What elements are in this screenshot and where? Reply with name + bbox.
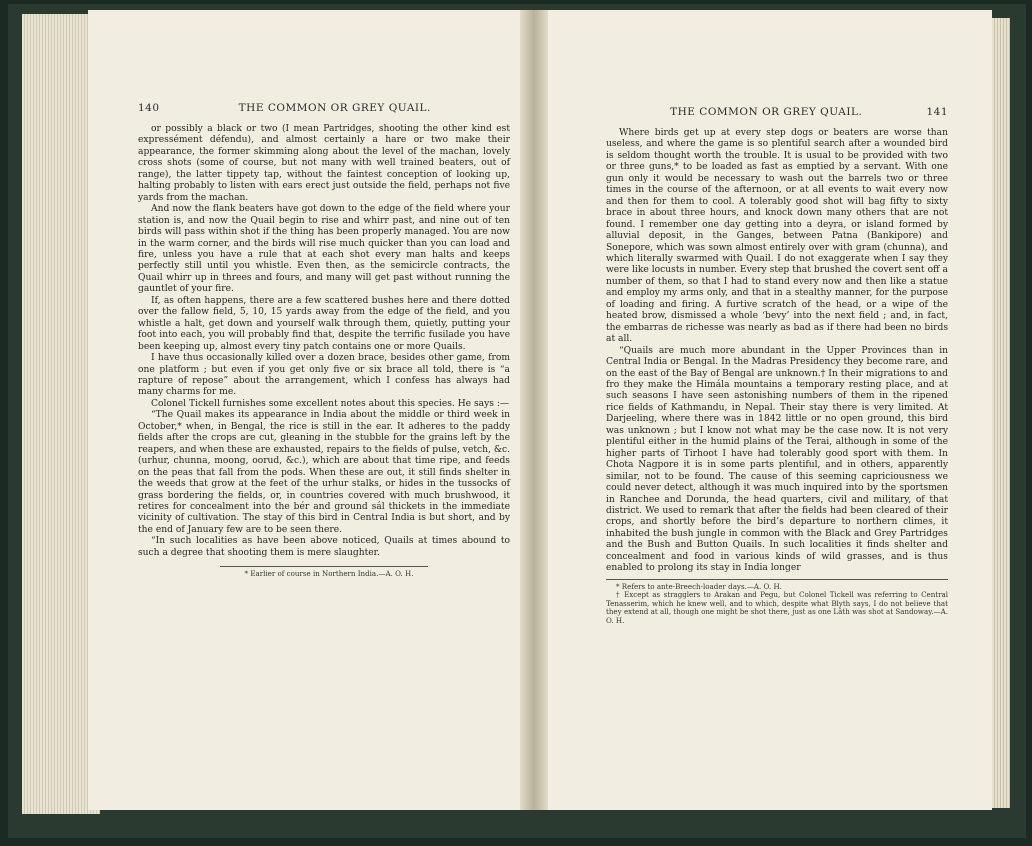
- left-footnotes: [138, 570, 510, 579]
- paragraph: And now the flank beaters have got down to the edge of the field where your station is, and now the Quail begin to rise and whirr past, and nine out of ten birds will pass within shot if the thing has been properly managed. You are now in the warm corner, and the birds will rise much quicker than you can load and fire, unless you have a rule that at each shot every man halts and keeps perfectly still until you whistle. Even then, as the semicircle contracts, the Quail whirr up in threes and fours, and many will get past without running the gauntlet of your fire.: [138, 204, 510, 295]
- right-body-text: [606, 128, 948, 575]
- paragraph: “Quails are much more abundant in the Upper Provinces than in Central India or Bengal. In the Madras Presidency they become rare, and on the east of the Bay of Bengal are unknown.† In their migrations to and fro they make the Himála mountains a temporary resting place, and at such seasons I have seen astonishing numbers of them in the ripened rice fields of Kathmandu, in Nepal. Their stay there is very limited. At Darjeeling, where there was in 1842 little or no open ground, this bird was unknown ; but I know not what may be the case now. It is not very plentiful either in the humid plains of the Terai, although in some of the higher parts of Tirhoot I have had tolerably good sport with them. In Chota Nagpore it is in some parts plentiful, and in others, apparently similar, not to be found. The cause of this seeming capriciousness we could never detect, although it was much inquired into by the sportsmen in Ranchee and Dorunda, the head quarters, civil and military, of that district. We used to remark that after the fields had been cleared of their crops, and shortly before the bird’s departure to northern climes, it inhabited the bush jungle in common with the Black and Grey Partridges and the Bush and Button Quails. In such localities it finds shelter and concealment and food in various kinds of wild grasses, and is thus enabled to prolong its stay in India longer: [606, 345, 948, 574]
- footnote: * Refers to ante-Breech-loader days.—A. O. H.: [616, 581, 782, 591]
- footnote-rule: [606, 579, 948, 580]
- left-body-text: [138, 124, 510, 559]
- page-number: 141: [926, 106, 948, 118]
- right-footnotes: [606, 583, 948, 626]
- paragraph: Where birds get up at every step dogs or beaters are worse than useless, and where the game is so plentiful search after a wounded bird is seldom thought worth the trouble. It is usual to be provided with two or three guns,* to be loaded as fast as emptied by a servant. With one gun only it would be necessary to wash out the barrels two or three times in the course of the afternoon, or at all events to wait every now and then for them to cool. A tolerably good shot will bag fifty to sixty brace in about three hours, and knock down many others that are not found. I remember one day getting into a deyra, or island formed by alluvial deposit, in the Ganges, between Patna (Bankipore) and Sonepore, which was sown almost entirely over with gram (chunna), and which literally swarmed with Quail. I do not exaggerate when I say they were like locusts in number. Every step that brushed the covert sent off a number of them, so that I had to stand every now and then like a statue and employ my arms only, and that in a stealthy manner, for the purpose of loading and firing. A furtive scratch of the head, or a wipe of the heated brow, dismissed a whole ‘bevy’ into the next field ; and, in fact, the embarras de richesse was nearly as bad as if there had been no birds at all.: [606, 128, 948, 345]
- footnote-rule: [220, 566, 428, 567]
- right-page: [536, 10, 992, 810]
- running-title: THE COMMON OR GREY QUAIL.: [238, 102, 431, 114]
- paragraph: Colonel Tickell furnishes some excellent notes about this species. He says :—: [151, 398, 510, 409]
- paragraph: “In such localities as have been above noticed, Quails at times abound to such a degree that shooting them is mere slaughter.: [138, 536, 510, 558]
- paragraph: I have thus occasionally killed over a dozen brace, besides other game, from one platform ; but even if you get only five or six brace all told, there is “a rapture of repose” about the arrangement, which I confess has always had many charms for me.: [138, 353, 510, 398]
- left-running-head: [138, 102, 510, 116]
- left-page: [88, 10, 528, 810]
- footnote: † Except as stragglers to Arakan and Pegu, but Colonel Tickell was referring to Central Tenasserim, which he knew well, and to which, despite what Blyth says, I do not believe that they extend at all, though one might be shot there, just as one Lâth was shot at Sandoway.—A. O. H.: [606, 590, 948, 626]
- paragraph: or possibly a black or two (I mean Partridges, shooting the other kind est expressément défendu), and almost certainly a hare or two make their appearance, the former skimming along about the level of the machan, lovely cross shots (some of course, but not many with well trained beaters, out of range), the latter tippety tap, without the faintest conception of looking up, halting probably to listen with ears erect just outside the field, perhaps not five yards from the machan.: [138, 124, 510, 203]
- footnote: * Earlier of course in Northern India.—A. O. H.: [244, 569, 414, 579]
- book-gutter: [520, 10, 548, 810]
- paragraph: “The Quail makes its appearance in India about the middle or third week in October,* when, in Bengal, the rice is still in the ear. It adheres to the paddy fields after the crops are cut, gleaning in the stubble for the grains left by the reapers, and when these are exhausted, repairs to the fields of pulse, vetch, &c. (urhur, chunna, moong, oorud, &c.), which are about that time ripe, and feeds on the peas that fall from the pods. When these are out, it still finds shelter in the weeds that grow at the feet of the urhur stalks, or hides in the tussocks of grass bordering the fields, or, in countries covered with much brushwood, it retires for concealment into the bér and ground sál thickets in the immediate vicinity of cultivation. The stay of this bird in Central India is but short, and by the end of January few are to be seen there.: [138, 410, 510, 535]
- right-running-head: [606, 106, 948, 120]
- running-title: THE COMMON OR GREY QUAIL.: [670, 106, 863, 118]
- paragraph: If, as often happens, there are a few scattered bushes here and there dotted over the fallow field, 5, 10, 15 yards away from the edge of the field, and you whistle a halt, get down and yourself walk through them, quietly, putting your foot into each, you will probably find that, despite the terrific fusilade you have been keeping up, almost every tiny patch contains one or more Quails.: [138, 295, 510, 352]
- page-number: 140: [138, 102, 160, 114]
